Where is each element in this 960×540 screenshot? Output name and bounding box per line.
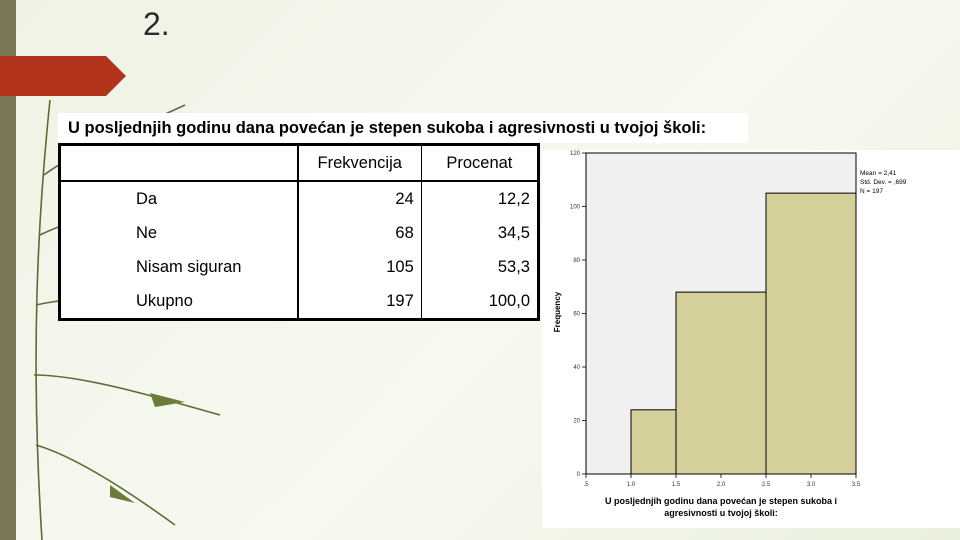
accent-arrow-shape	[0, 56, 126, 96]
stats-std-dev: Std. Dev. = ,699	[860, 179, 907, 186]
x-tick-label: 2.5	[761, 482, 771, 488]
row-percent: 34,5	[497, 223, 530, 242]
row-percent: 53,3	[497, 257, 530, 276]
row-label: Ukupno	[60, 284, 298, 320]
histogram-chart	[542, 150, 960, 528]
row-label: Nisam siguran	[60, 250, 298, 284]
table-row	[60, 284, 539, 320]
x-tick-label: 1.5	[671, 482, 681, 488]
row-percent: 12,2	[497, 189, 530, 208]
y-tick-label: 120	[569, 151, 580, 157]
y-tick-label: 80	[573, 258, 580, 264]
slide-number: 2.	[143, 6, 170, 42]
histogram-panel	[542, 150, 960, 528]
y-axis-label: Frequency	[553, 291, 562, 333]
row-percent: 100,0	[488, 291, 530, 310]
table-row	[60, 216, 539, 250]
row-frequency: 68	[298, 216, 422, 250]
row-frequency: 197	[298, 284, 422, 320]
x-tick-label: 2.0	[716, 482, 726, 488]
header-frekvencija: Frekvencija	[298, 145, 422, 182]
table-header-row	[60, 145, 539, 182]
histogram-bar-2	[676, 292, 766, 474]
y-tick-label: 0	[576, 472, 580, 478]
y-tick-label: 20	[573, 418, 580, 425]
row-frequency: 105	[298, 250, 422, 284]
y-tick-label: 60	[573, 311, 580, 318]
fern-stem	[36, 100, 50, 540]
row-label: Ne	[60, 216, 298, 250]
stats-mean: Mean = 2,41	[860, 170, 897, 177]
x-tick-label: 1.0	[626, 482, 636, 488]
header-empty	[60, 145, 298, 182]
row-frequency: 24	[298, 181, 422, 216]
frequency-table	[58, 143, 540, 321]
x-tick-label: .5	[583, 482, 589, 488]
table-title: U posljednjih godinu dana povećan je stepen sukoba i agresivnosti u tvojoj školi:	[58, 113, 748, 143]
table-row	[60, 181, 539, 216]
accent-arrow-polygon	[0, 56, 126, 96]
x-axis-label-line-1: U posljednjih godinu dana povećan je stepen sukoba i	[604, 496, 838, 506]
x-tick-label: 3.0	[806, 482, 816, 488]
table-row	[60, 250, 539, 284]
stats-n: N = 197	[860, 188, 883, 195]
histogram-bar-1	[631, 410, 676, 474]
y-tick-label: 100	[569, 204, 580, 211]
histogram-bar-3	[766, 193, 856, 474]
header-procenat: Procenat	[421, 145, 538, 182]
x-axis-label-line-2: agresivnosti u tvojoj školi:	[664, 508, 778, 518]
row-label: Da	[60, 181, 298, 216]
y-tick-label: 40	[573, 365, 580, 371]
x-tick-label: 3.5	[851, 482, 861, 488]
